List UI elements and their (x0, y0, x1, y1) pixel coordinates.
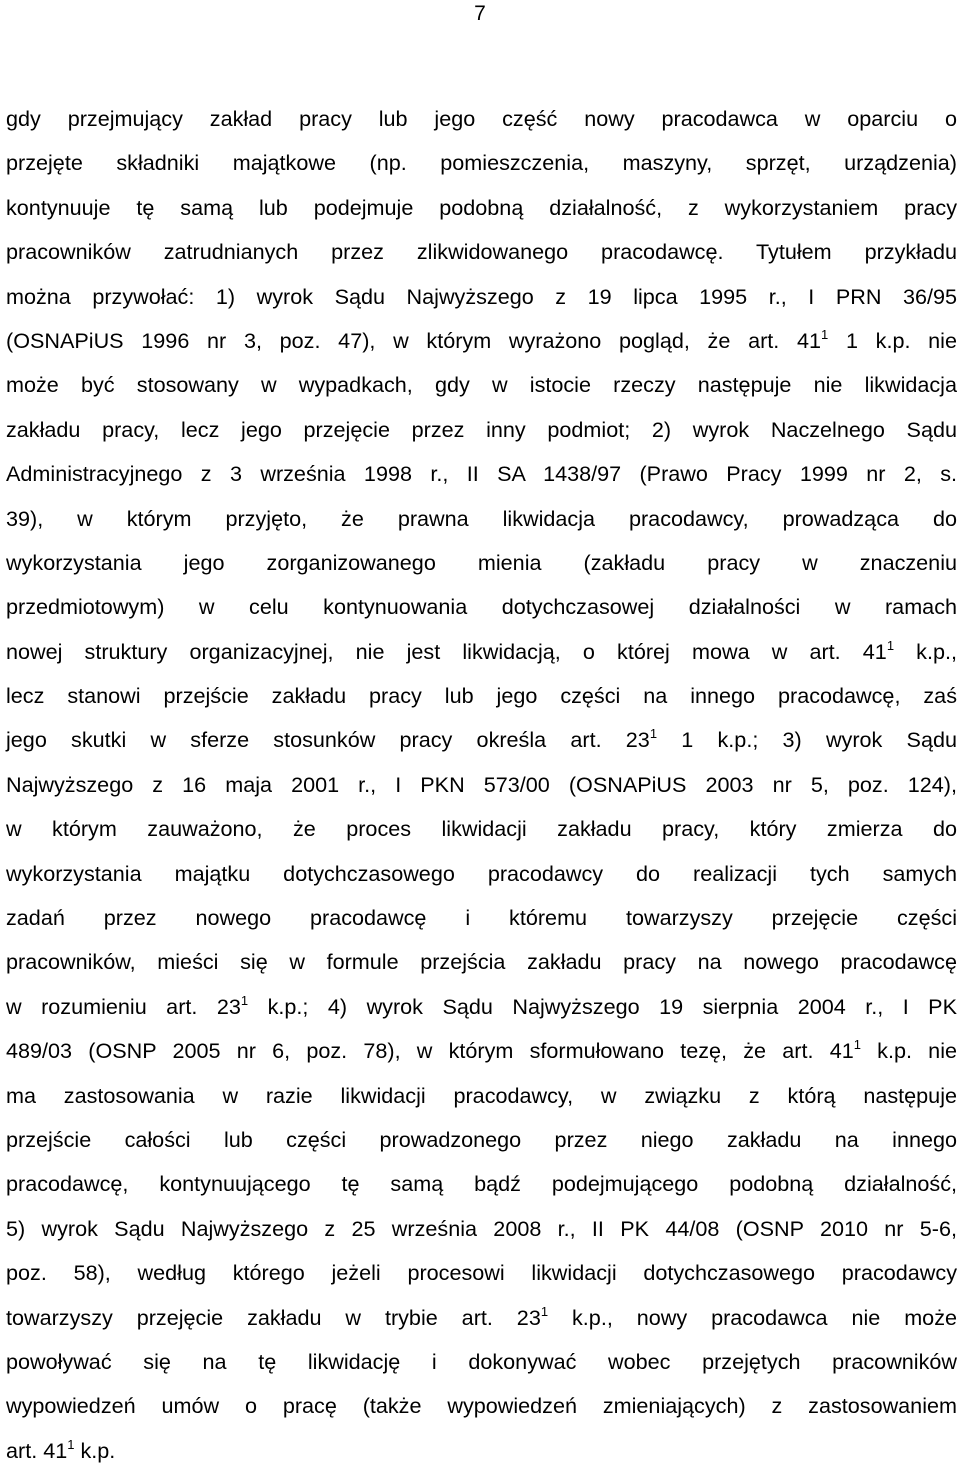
text-line (6, 1029, 957, 1073)
text-segment: Najwyższego z 16 maja 2001 r., I PKN 573/00 (OSNAPiUS 2003 nr 5, poz. 124), (6, 771, 957, 797)
text-segment: lecz stanowi przejście zakładu pracy lub jego części na innego pracodawcę, zaś (6, 683, 957, 709)
text-line (6, 141, 957, 185)
page-number: 7 (474, 2, 486, 25)
text-line (6, 1207, 957, 1251)
text-segment: (OSNAPiUS 1996 nr 3, poz. 47), w którym wyrażono pogląd, że art. 41 (6, 327, 821, 353)
text-line (6, 1162, 957, 1206)
superscript: 1 (540, 1303, 549, 1319)
text-segment: pracodawcę, kontynuującego tę samą bądź podejmującego podobną działalność, (6, 1171, 957, 1197)
text-segment: 1 k.p. nie (828, 327, 957, 353)
text-segment: 1 k.p.; 3) wyrok Sądu (657, 727, 957, 753)
superscript: 1 (67, 1436, 75, 1452)
text-line (6, 541, 957, 585)
text-segment: k.p. (74, 1437, 116, 1463)
text-line (6, 363, 957, 407)
body-text (6, 97, 957, 1473)
text-segment: można przywołać: 1) wyrok Sądu Najwyższego z 19 lipca 1995 r., I PRN 36/95 (6, 283, 957, 309)
text-segment: kontynuuje tę samą lub podejmuje podobną działalność, z wykorzystaniem pracy (6, 194, 957, 220)
text-line (6, 940, 957, 984)
text-segment: nowej struktury organizacyjnej, nie jest likwidacją, o której mowa w art. 41 (6, 638, 887, 664)
text-line (6, 408, 957, 452)
text-segment: poz. 58), według którego jeżeli procesowi likwidacji dotychczasowego pracodawcy (6, 1260, 957, 1286)
text-segment: wykorzystania majątku dotychczasowego pracodawcy do realizacji tych samych (6, 860, 957, 886)
text-segment: pracowników zatrudnianych przez zlikwidowanego pracodawcę. Tytułem przykładu (6, 239, 957, 265)
text-line (6, 674, 957, 718)
text-segment: w rozumieniu art. 23 (6, 993, 241, 1019)
text-line (6, 275, 957, 319)
superscript: 1 (821, 326, 829, 342)
text-line (6, 852, 957, 896)
text-segment: jego skutki w sferze stosunków pracy określa art. 23 (6, 727, 650, 753)
text-line (6, 896, 957, 940)
text-line (6, 230, 957, 274)
text-segment: Administracyjnego z 3 września 1998 r., II SA 1438/97 (Prawo Pracy 1999 nr 2, s. (6, 461, 957, 487)
text-segment: towarzyszy przejęcie zakładu w trybie art. 23 (6, 1304, 541, 1330)
text-segment: 489/03 (OSNP 2005 nr 6, poz. 78), w którym sformułowano tezę, że art. 41 (6, 1038, 854, 1064)
text-line (6, 630, 957, 674)
text-segment: 39), w którym przyjęto, że prawna likwidacja pracodawcy, prowadząca do (6, 505, 957, 531)
text-segment: w którym zauważono, że proces likwidacji zakładu pracy, który zmierza do (6, 816, 957, 842)
text-line (6, 718, 957, 762)
text-segment: przedmiotowym) w celu kontynuowania dotychczasowej działalności w ramach (6, 594, 957, 620)
text-line (6, 1429, 957, 1473)
text-segment: zadań przez nowego pracodawcę i któremu towarzyszy przejęcie części (6, 905, 957, 931)
text-segment: powoływać się na tę likwidację i dokonywać wobec przejętych pracowników (6, 1348, 957, 1374)
superscript: 1 (649, 726, 658, 742)
text-segment: k.p., (894, 638, 957, 664)
text-line (6, 1296, 957, 1340)
text-line (6, 452, 957, 496)
text-segment: k.p. nie (860, 1038, 957, 1064)
text-line (6, 807, 957, 851)
text-segment: gdy przejmujący zakład pracy lub jego część nowy pracodawca w oparciu o (6, 106, 957, 131)
text-line (6, 985, 957, 1029)
superscript: 1 (886, 637, 895, 653)
text-line (6, 1340, 957, 1384)
text-segment: art. 41 (6, 1437, 68, 1463)
text-segment: zakładu pracy, lecz jego przejęcie przez inny podmiot; 2) wyrok Naczelnego Sądu (6, 416, 957, 442)
text-segment: k.p., nowy pracodawca nie może (548, 1304, 957, 1330)
superscript: 1 (240, 992, 249, 1008)
text-line (6, 319, 957, 363)
text-segment: przejście całości lub części prowadzonego przez niego zakładu na innego (6, 1126, 957, 1152)
text-segment: może być stosowany w wypadkach, gdy w istocie rzeczy następuje nie likwidacja (6, 372, 957, 398)
text-line (6, 1251, 957, 1295)
text-line (6, 1384, 957, 1428)
superscript: 1 (853, 1037, 861, 1053)
text-line (6, 763, 957, 807)
text-line (6, 97, 957, 141)
text-line (6, 186, 957, 230)
text-segment: 5) wyrok Sądu Najwyższego z 25 września 2008 r., II PK 44/08 (OSNP 2010 nr 5-6, (6, 1215, 957, 1241)
text-line (6, 1074, 957, 1118)
text-segment: ma zastosowania w razie likwidacji pracodawcy, w związku z którą następuje (6, 1082, 957, 1108)
text-line (6, 1118, 957, 1162)
text-segment: pracowników, mieści się w formule przejścia zakładu pracy na nowego pracodawcę (6, 949, 957, 975)
text-segment: wypowiedzeń umów o pracę (także wypowiedzeń zmieniających) z zastosowaniem (6, 1393, 957, 1419)
text-line (6, 585, 957, 629)
text-line (6, 497, 957, 541)
text-segment: k.p.; 4) wyrok Sądu Najwyższego 19 sierpnia 2004 r., I PK (248, 993, 957, 1019)
text-segment: wykorzystania jego zorganizowanego mienia (zakładu pracy w znaczeniu (6, 549, 957, 575)
text-segment: przejęte składniki majątkowe (np. pomieszczenia, maszyny, sprzęt, urządzenia) (6, 150, 957, 176)
